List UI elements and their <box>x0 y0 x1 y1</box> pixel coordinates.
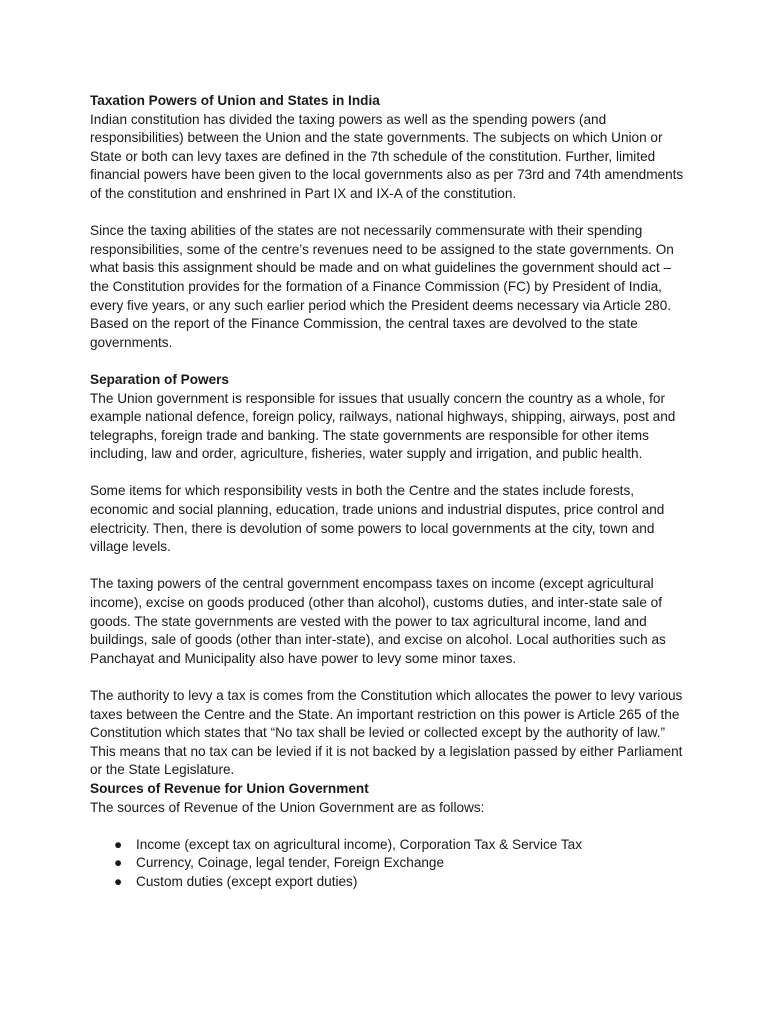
paragraph-gap <box>90 352 690 371</box>
paragraph-finance-commission: Since the taxing abilities of the states are not necessarily commensurate with their spending responsibilities, some of the centre’s revenues need to be assigned to the state governments. On what basis this assignment should be made and on what guidelines the government should act – the Constitution provides for the formation of a Finance Commission (FC) by President of India, every five years, or any such earlier period which the President deems necessary via Article 280. Based on the report of the Finance Commission, the central taxes are devolved to the state governments. <box>90 223 674 350</box>
section-heading-taxation-powers: Taxation Powers of Union and States in India <box>90 93 380 108</box>
document-page <box>90 92 690 892</box>
paragraph-authority-to-levy: The authority to levy a tax is comes from the Constitution which allocates the power to levy various taxes between the Centre and the State. An important restriction on this power is Article 265 of the Constitution which states that “No tax shall be levied or collected except by the authority of law.” This means that no tax can be levied if it is not backed by a legislation passed by either Parliament or the State Legislature. <box>90 688 683 778</box>
section-heading-separation-of-powers: Separation of Powers <box>90 371 229 387</box>
paragraph-gap <box>90 464 690 483</box>
list-item-text: Custom duties (except export duties) <box>136 873 358 889</box>
paragraph-gap <box>90 204 690 223</box>
bullet-icon: ● <box>114 873 123 889</box>
list-item <box>90 836 690 855</box>
bullet-icon: ● <box>114 855 123 871</box>
list-item <box>90 854 690 873</box>
paragraph-gap <box>90 557 690 576</box>
revenue-sources-list <box>90 836 690 892</box>
section-heading-sources-of-revenue: Sources of Revenue for Union Government <box>90 780 369 796</box>
paragraph-union-responsibilities: The Union government is responsible for issues that usually concern the country as a whole, for example national defence, foreign policy, railways, national highways, shipping, airways, post and telegraphs, foreign trade and banking. The state governments are responsible for other items including, law and order, agriculture, fisheries, water supply and irrigation, and public health. <box>90 390 676 462</box>
paragraph-taxing-powers: The taxing powers of the central government encompass taxes on income (except agricultural income), excise on goods produced (other than alcohol), customs duties, and inter-state sale of goods. The state governments are vested with the power to tax agricultural income, land and buildings, sale of goods (other than inter-state), and excise on alcohol. Local authorities such as Panchayat and Municipality also have power to levy some minor taxes. <box>90 576 666 666</box>
list-item <box>90 873 690 892</box>
bullet-icon: ● <box>114 836 123 852</box>
paragraph-shared-responsibilities: Some items for which responsibility vests in both the Centre and the states include forests, economic and social planning, education, trade unions and industrial disputes, price control and electricity. Then, there is devolution of some powers to local governments at the city, town and village levels. <box>90 483 665 555</box>
paragraph-constitution-division: Indian constitution has divided the taxing powers as well as the spending powers (and responsibilities) between the Union and the state governments. The subjects on which Union or State or both can levy taxes are defined in the 7th schedule of the constitution. Further, limited financial powers have been given to the local governments also as per 73rd and 74th amendments of the constitution and enshrined in Part IX and IX-A of the constitution. <box>90 111 684 201</box>
paragraph-gap <box>90 668 690 687</box>
list-item-text: Currency, Coinage, legal tender, Foreign Exchange <box>136 855 445 871</box>
paragraph-sources-intro: The sources of Revenue of the Union Government are as follows: <box>90 799 485 815</box>
list-item-text: Income (except tax on agricultural income), Corporation Tax & Service Tax <box>136 836 583 852</box>
paragraph-gap <box>90 817 690 836</box>
